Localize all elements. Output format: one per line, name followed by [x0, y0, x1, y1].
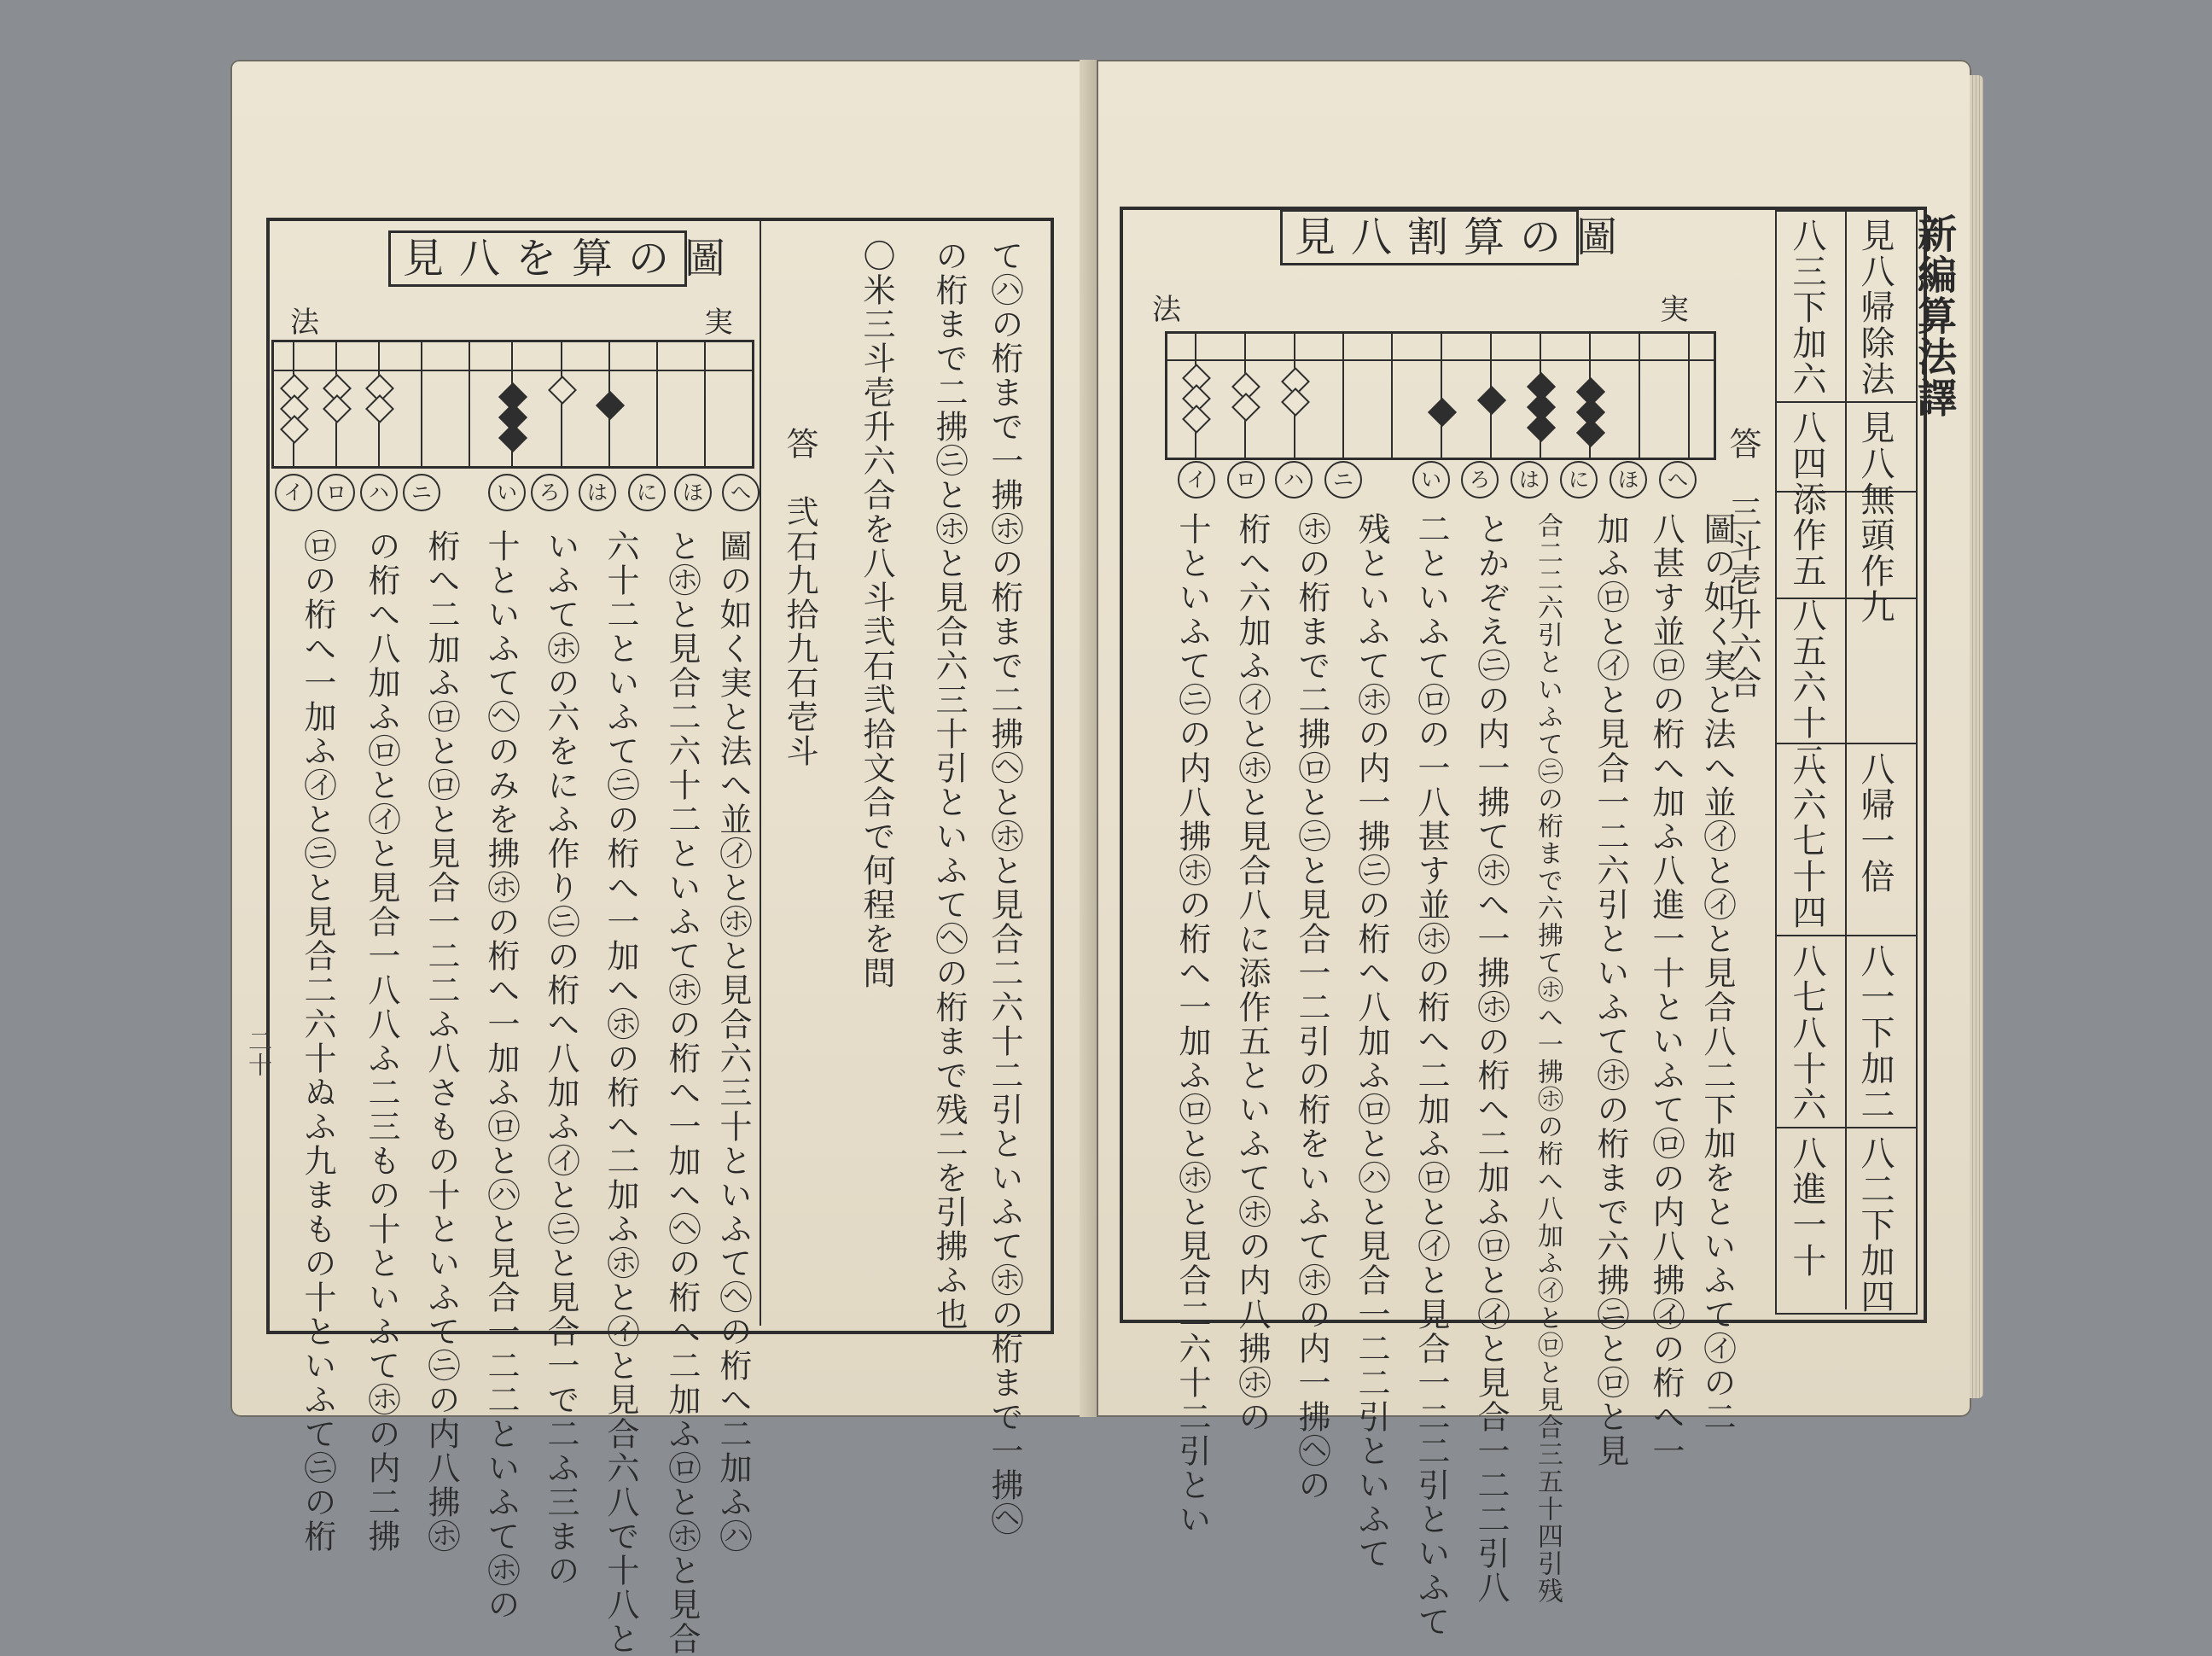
right-abacus-diagram — [1165, 331, 1716, 460]
table-row-line-5 — [1775, 935, 1916, 936]
marker-ni: ニ — [403, 474, 440, 511]
marker-hi-i: い — [488, 474, 526, 511]
r-marker-ro: ロ — [1227, 461, 1265, 499]
table-header-2: 見八無頭作九 — [1855, 410, 1895, 625]
left-col-9: 十といふて㋬のみを拂㋭の桁へ一加ふ㋺と㋩と見合一二二といふて㋭の — [482, 529, 520, 1622]
right-col-2: 八甚す並㋺の桁へ加ふ八進一十といふて㋺の内八拂㋑の桁へ一 — [1647, 512, 1685, 1468]
left-col-6: と㋭と見合二六十二といふて㋭の桁へ一加へ㋬の桁へ二加ふ㋺と㋭と見合 — [663, 529, 701, 1656]
table-row-line-6 — [1775, 1127, 1916, 1128]
marker-ro: ロ — [317, 474, 355, 511]
right-col-1: 圖の如く実と法へ並㋑と㋑と見合八二下加をといふて㋑の二 — [1698, 512, 1736, 1434]
left-diagram-title: 見八を算の圖 — [388, 230, 687, 287]
left-col-12: ㋺の桁へ一加ふ㋑と㋥と見合二六十ぬふ九まもの十といふて㋥の桁 — [299, 529, 336, 1554]
book-title: 新編算法譯 — [1912, 213, 1958, 418]
table-cell-2: 八四添作五 — [1787, 410, 1826, 589]
right-col-6: 二といふて㋺の一八甚す並㋭の桁へ二加ふ㋺と㋑と見合一二二引といふて — [1412, 512, 1450, 1639]
r-marker-hi-ha: は — [1511, 461, 1548, 499]
table-cell-4: 八六七十四 — [1787, 751, 1826, 930]
r-marker-hi-ni: に — [1560, 461, 1598, 499]
right-col-8: ㋭の桁まで二拂㋺と㋥と見合一二引の桁をいふて㋭の内一拂㋬の — [1293, 512, 1330, 1502]
marker-hi-he: へ — [722, 474, 760, 511]
table-cell-1: 八三下加六 — [1787, 218, 1826, 397]
right-col-5: とかぞえ㋥の内一拂て㋭へ一拂㋭の桁へ二加ふ㋺と㋑と見合一二二引八 — [1472, 512, 1510, 1605]
table-header-4: 八一下加二 — [1855, 943, 1895, 1122]
marker-i: イ — [275, 474, 312, 511]
left-diagram-divider — [760, 220, 761, 1326]
marker-hi-ro: ろ — [531, 474, 568, 511]
right-diagram-title: 見八割算の圖 — [1280, 209, 1579, 265]
r-marker-hi-ro: ろ — [1461, 461, 1499, 499]
left-col-3: 〇米三斗壱升六合を八斗弐石弐拾文合で何程を問 — [858, 239, 895, 990]
marker-hi-ho: ほ — [674, 474, 712, 511]
left-foliation: 二十 — [245, 1029, 273, 1076]
table-cell-6: 八進一十 — [1787, 1135, 1826, 1279]
right-label-jitsu: 実 — [1660, 293, 1689, 327]
right-col-7: 残といふて㋭の内一拂㋥の桁へ八加ふ㋺と㋩と見合一二二引といふて — [1353, 512, 1390, 1571]
r-marker-i: イ — [1178, 461, 1215, 499]
marker-ha: ハ — [360, 474, 398, 511]
right-col-10: 十といふて㋥の内八拂㋭の桁へ一加ふ㋺と㋭と見合二六十二引とい — [1173, 512, 1211, 1536]
right-col-3: 加ふ㋺と㋑と見合一二六引といふて㋭の桁まで六拂㋥と㋺と見 — [1592, 512, 1629, 1468]
table-header-3: 八帰一倍 — [1855, 751, 1895, 895]
left-col-7: 六十二といふて㋥の桁へ一加へ㋭の桁へ二加ふ㋭と㋑と見合六八で十八と — [602, 529, 639, 1656]
marker-hi-ni: に — [628, 474, 666, 511]
table-divider-1 — [1845, 212, 1847, 1309]
r-marker-ha: ハ — [1275, 461, 1313, 499]
table-row-line-1 — [1775, 401, 1916, 403]
page-edges — [1970, 75, 1983, 1398]
table-header-5: 八二下加四 — [1855, 1135, 1895, 1315]
left-col-2: の桁まで二拂㋥と㋭と見合六三十引といふて㋬の桁まで残二を引拂ふ也 — [930, 239, 968, 1332]
r-marker-hi-ho: ほ — [1610, 461, 1647, 499]
marker-hi-ha: は — [579, 474, 616, 511]
left-col-8: いふて㋭の六をにふ作り㋥の桁へ八加ふ㋑と㋥と見合一で二ふ三まの — [542, 529, 579, 1588]
left-col-4: 答 弐石九拾九石壱斗 — [781, 427, 818, 768]
left-col-1: て㋩の桁まで一拂㋭の桁まで二拂㋬と㋭と見合二六十二引といふて㋭の桁まで一拂㋬ — [986, 239, 1023, 1536]
left-label-jitsu: 実 — [704, 306, 733, 340]
r-marker-hi-he: へ — [1659, 461, 1697, 499]
table-cell-5: 八七八十六 — [1787, 943, 1826, 1122]
table-header-1: 見八帰除法 — [1855, 218, 1895, 397]
r-marker-hi-i: い — [1412, 461, 1450, 499]
left-abacus-diagram — [271, 340, 754, 469]
right-col-4: 合二二六引といふて㋥の桁まで六拂て㋭へ一拂㋭の桁へ八加ふ㋑と㋺と見合三五十四引残 — [1533, 512, 1563, 1605]
r-marker-ni: ニ — [1324, 461, 1362, 499]
right-answer-visible: 答 三斗壱升六合 — [1724, 427, 1761, 700]
right-col-9: 桁へ六加ふ㋑と㋭と見合八に添作五といふて㋭の内八拂㋭の — [1233, 512, 1271, 1434]
left-label-ho: 法 — [290, 306, 319, 340]
right-label-ho: 法 — [1152, 293, 1181, 327]
left-col-11: の桁へ八加ふ㋺と㋑と見合一八八ふ二三もの十といふて㋭の内二拂 — [363, 529, 400, 1554]
left-col-5: 圖の如く実と法へ並㋑と㋭と見合六三十といふて㋬の桁へ二加ふ㋩ — [714, 529, 752, 1554]
left-col-10: 桁へ二加ふ㋺と㋺と見合一二二ふ八さもの十といふて㋥の内八拂㋭ — [422, 529, 460, 1554]
table-cell-3: 八五六十二 — [1787, 598, 1826, 777]
